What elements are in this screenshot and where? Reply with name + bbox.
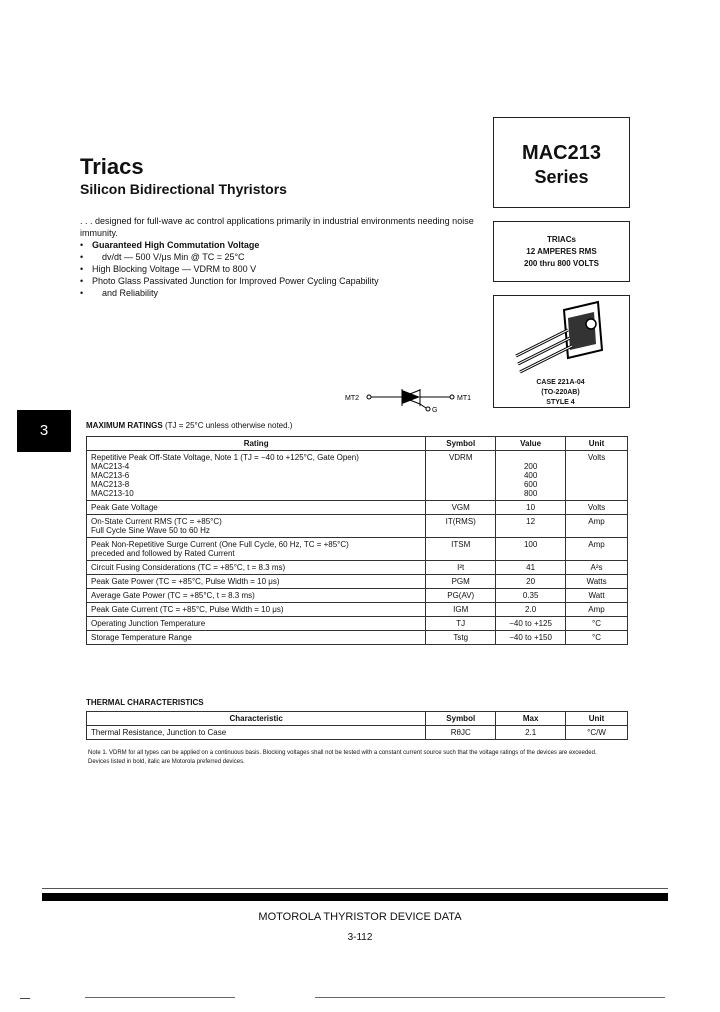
series-box xyxy=(493,117,630,208)
ratings-cell-symbol: Tstg xyxy=(426,631,496,645)
ratings-cell-rating: Peak Gate Power (TC = +85°C, Pulse Width = 10 μs) xyxy=(87,575,426,589)
footer-text: MOTOROLA THYRISTOR DEVICE DATA xyxy=(258,911,462,923)
ratings-cell-unit: Amp xyxy=(566,515,628,538)
table-row xyxy=(87,538,628,561)
ratings-cell-unit: Watt xyxy=(566,589,628,603)
table-row xyxy=(87,451,628,501)
case-style: STYLE 4 xyxy=(546,399,575,406)
note-2: Devices listed in bold, italic are Motorola preferred devices. xyxy=(88,759,245,765)
ratings-cell-symbol: VDRM xyxy=(426,451,496,501)
note-1: Note 1. VDRM for all types can be applied on a continuous basis. Blocking voltages shall not be tested with a constant current source such that the voltage ratings of the devices are exceeded. xyxy=(88,750,597,756)
page-subtitle: Silicon Bidirectional Thyristors xyxy=(80,181,287,197)
ratings-cell-unit: Amp xyxy=(566,603,628,617)
series-name: MAC213 xyxy=(522,142,601,164)
table-row xyxy=(87,603,628,617)
ratings-cell-unit: Volts xyxy=(566,501,628,515)
mt2-label: MT2 xyxy=(345,395,359,402)
ratings-header-3: Unit xyxy=(566,437,628,451)
thermal-header-1: Symbol xyxy=(426,712,496,726)
ratings-header-2: Value xyxy=(496,437,566,451)
series-label: Series xyxy=(534,167,589,187)
ratings-cell-value: 0.35 xyxy=(496,589,566,603)
ratings-cell-value: 20 xyxy=(496,575,566,589)
max-ratings-title: MAXIMUM RATINGS (TJ = 25°C unless otherwise noted.) xyxy=(86,421,293,430)
spec-line-3: 200 thru 800 VOLTS xyxy=(524,259,599,268)
ratings-cell-symbol: IGM xyxy=(426,603,496,617)
thermal-cell-value: 2.1 xyxy=(496,726,566,740)
ratings-cell-symbol: ITSM xyxy=(426,538,496,561)
ratings-cell-rating: Average Gate Power (TC = +85°C, t = 8.3 ms) xyxy=(87,589,426,603)
feature-sub: • and Reliability xyxy=(80,287,480,299)
ratings-header-0: Rating xyxy=(87,437,426,451)
scan-mark xyxy=(20,998,30,999)
feature-sub: • dv/dt — 500 V/μs Min @ TC = 25°C xyxy=(80,251,480,263)
ratings-cell-rating: Circuit Fusing Considerations (TC = +85°C, t = 8.3 ms) xyxy=(87,561,426,575)
page-title: Triacs xyxy=(80,154,144,179)
spec-summary-box xyxy=(493,221,630,282)
max-ratings-table xyxy=(86,436,628,645)
ratings-cell-rating: On-State Current RMS (TC = +85°C) Full Cycle Sine Wave 50 to 60 Hz xyxy=(87,515,426,538)
thermal-title: THERMAL CHARACTERISTICS xyxy=(86,698,204,707)
thermal-header-2: Max xyxy=(496,712,566,726)
ratings-cell-symbol: PG(AV) xyxy=(426,589,496,603)
ratings-cell-rating: Peak Gate Voltage xyxy=(87,501,426,515)
ratings-cell-value: 12 xyxy=(496,515,566,538)
ratings-cell-unit: Volts xyxy=(566,451,628,501)
table-row xyxy=(87,631,628,645)
thermal-cell-symbol: RθJC xyxy=(426,726,496,740)
feature-bullet: • Guaranteed High Commutation Voltage xyxy=(80,239,480,251)
spec-line-1: TRIACs xyxy=(547,235,576,244)
table-row xyxy=(87,561,628,575)
thermal-header-0: Characteristic xyxy=(87,712,426,726)
feature-bullet: • High Blocking Voltage — VDRM to 800 V xyxy=(80,263,480,275)
ratings-cell-unit: A²s xyxy=(566,561,628,575)
table-row xyxy=(87,515,628,538)
ratings-cell-symbol: I²t xyxy=(426,561,496,575)
ratings-cell-value: −40 to +125 xyxy=(496,617,566,631)
table-row xyxy=(87,617,628,631)
thermal-cell-unit: °C/W xyxy=(566,726,628,740)
footer-rule xyxy=(42,893,668,901)
ratings-cell-value: −40 to +150 xyxy=(496,631,566,645)
scan-mark xyxy=(85,997,235,998)
ratings-cell-symbol: IT(RMS) xyxy=(426,515,496,538)
ratings-cell-symbol: TJ xyxy=(426,617,496,631)
thermal-header-3: Unit xyxy=(566,712,628,726)
intro-lead: . . . designed for full-wave ac control applications primarily in industrial environments needing noise immunity. xyxy=(80,216,474,238)
intro-section xyxy=(80,215,480,299)
to220-package-icon xyxy=(494,296,629,376)
ratings-cell-rating: Peak Gate Current (TC = +85°C, Pulse Width = 10 μs) xyxy=(87,603,426,617)
page-number: 3-112 xyxy=(347,932,373,943)
ratings-cell-rating: Peak Non-Repetitive Surge Current (One Full Cycle, 60 Hz, TC = +85°C) preceded and followed by Rated Current xyxy=(87,538,426,561)
table-row xyxy=(87,501,628,515)
case-type: (TO-220AB) xyxy=(541,389,580,396)
package-label xyxy=(493,378,628,408)
thermal-cell-rating: Thermal Resistance, Junction to Case xyxy=(87,726,426,740)
ratings-cell-unit: Amp xyxy=(566,538,628,561)
mt1-label: MT1 xyxy=(457,395,471,402)
ratings-cell-symbol: VGM xyxy=(426,501,496,515)
ratings-cell-rating: Storage Temperature Range xyxy=(87,631,426,645)
ratings-cell-rating: Operating Junction Temperature xyxy=(87,617,426,631)
ratings-cell-value: 200 400 600 800 xyxy=(496,451,566,501)
divider-dash xyxy=(42,888,668,889)
table-row xyxy=(87,726,628,740)
case-number: CASE 221A-04 xyxy=(536,379,585,386)
ratings-cell-rating: Repetitive Peak Off-State Voltage, Note 1 (TJ = −40 to +125°C, Gate Open) MAC213-4 MAC213-6 MAC213-8 MAC213-10 xyxy=(87,451,426,501)
ratings-cell-value: 2.0 xyxy=(496,603,566,617)
ratings-cell-value: 10 xyxy=(496,501,566,515)
notes xyxy=(88,749,628,767)
ratings-cell-unit: °C xyxy=(566,631,628,645)
ratings-cell-unit: °C xyxy=(566,617,628,631)
ratings-cell-value: 100 xyxy=(496,538,566,561)
section-tab-marker: 3 xyxy=(17,410,71,452)
triac-symbol-diagram xyxy=(340,384,490,414)
ratings-cell-value: 41 xyxy=(496,561,566,575)
ratings-header-1: Symbol xyxy=(426,437,496,451)
spec-line-2: 12 AMPERES RMS xyxy=(526,247,597,256)
gate-label: G xyxy=(432,407,438,414)
scan-mark xyxy=(315,997,665,998)
thermal-table xyxy=(86,711,628,740)
feature-bullet: • Photo Glass Passivated Junction for Improved Power Cycling Capability xyxy=(80,275,480,287)
table-row xyxy=(87,589,628,603)
ratings-cell-unit: Watts xyxy=(566,575,628,589)
table-row xyxy=(87,575,628,589)
ratings-cell-symbol: PGM xyxy=(426,575,496,589)
